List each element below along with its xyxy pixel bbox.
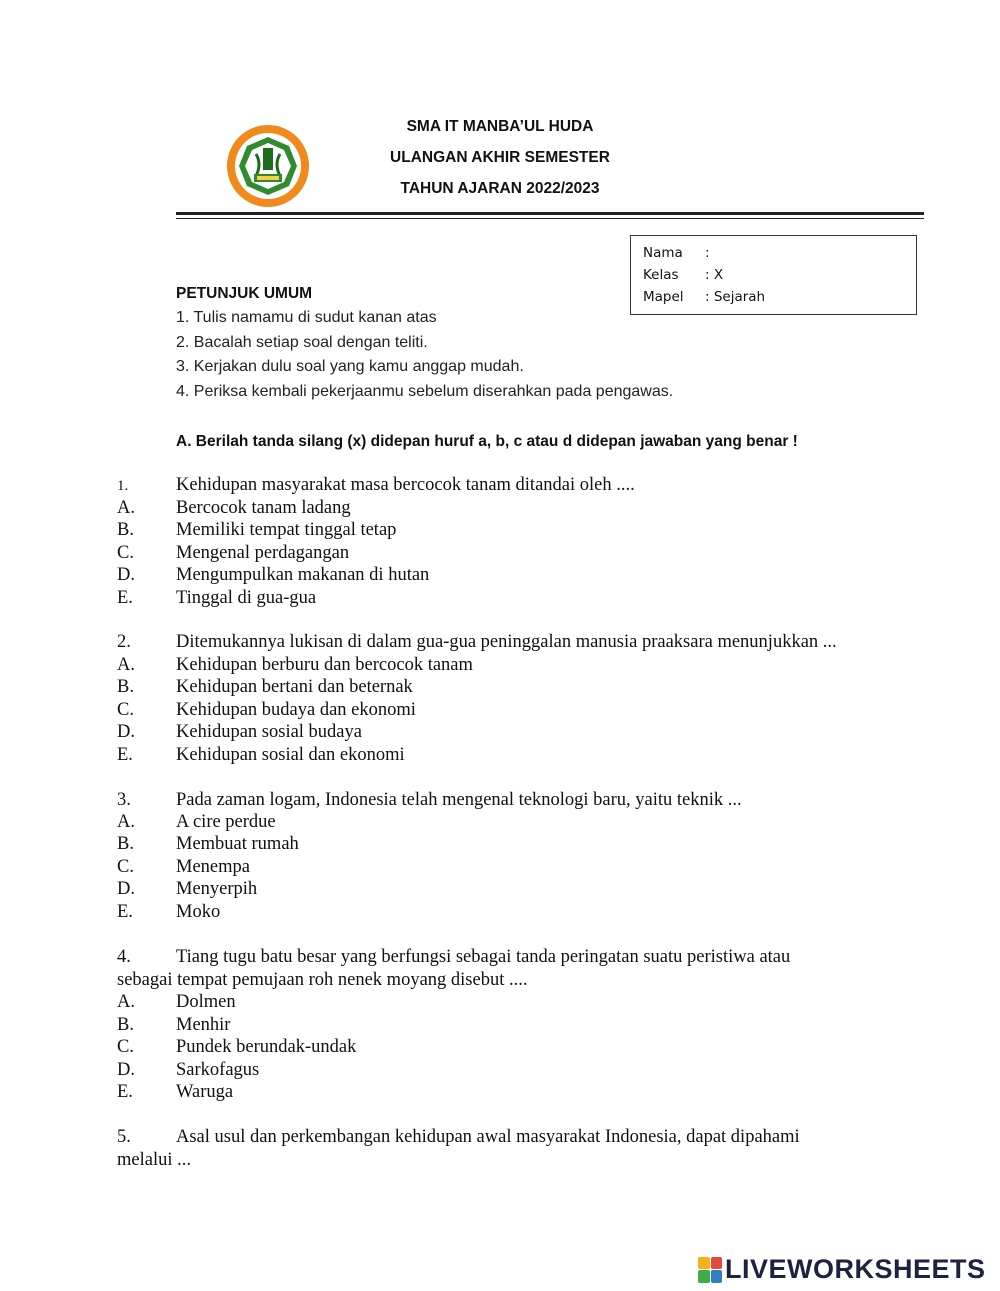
option-item[interactable] bbox=[117, 1081, 233, 1104]
option-letter: D. bbox=[117, 879, 135, 899]
option-text: Sarkofagus bbox=[176, 1060, 260, 1080]
option-item[interactable] bbox=[117, 497, 351, 520]
option-letter: C. bbox=[117, 857, 134, 877]
option-item[interactable] bbox=[117, 542, 349, 565]
option-item[interactable] bbox=[117, 878, 257, 901]
question-number: 4. bbox=[117, 947, 131, 967]
info-row-mapel bbox=[643, 286, 904, 308]
instruction-item: 1. Tulis namamu di sudut kanan atas bbox=[176, 309, 437, 326]
brand-name: LIVEWORKSHEETS bbox=[725, 1254, 986, 1284]
option-item[interactable] bbox=[117, 833, 299, 856]
option-text: Kehidupan berburu dan bercocok tanam bbox=[176, 655, 473, 675]
school-name: SMA IT MANBA’UL HUDA bbox=[406, 118, 594, 135]
option-letter: E. bbox=[117, 1082, 133, 1102]
option-text: Mengenal perdagangan bbox=[176, 543, 350, 563]
question-5 bbox=[117, 1126, 917, 1171]
option-item[interactable] bbox=[117, 564, 429, 587]
question-text: Tiang tugu batu besar yang berfungsi sebagai tanda peringatan suatu peristiwa atau bbox=[176, 947, 791, 967]
option-letter: C. bbox=[117, 1037, 134, 1057]
question-1 bbox=[117, 474, 917, 498]
option-letter: D. bbox=[117, 1060, 135, 1080]
info-label: Kelas bbox=[643, 267, 679, 283]
option-item[interactable] bbox=[117, 676, 413, 699]
option-letter: B. bbox=[117, 677, 134, 697]
question-3 bbox=[117, 789, 917, 812]
option-letter: E. bbox=[117, 745, 133, 765]
option-letter: D. bbox=[117, 722, 135, 742]
option-item[interactable] bbox=[117, 587, 316, 610]
option-item[interactable] bbox=[117, 856, 250, 879]
option-text: Memiliki tempat tinggal tetap bbox=[176, 520, 397, 540]
question-text: Ditemukannya lukisan di dalam gua-gua peninggalan manusia praaksara menunjukkan ... bbox=[176, 632, 837, 652]
option-letter: A. bbox=[117, 655, 135, 675]
option-letter: D. bbox=[117, 565, 135, 585]
liveworksheets-logo[interactable] bbox=[698, 1254, 986, 1285]
exam-title: ULANGAN AKHIR SEMESTER bbox=[390, 149, 610, 166]
option-item[interactable] bbox=[117, 699, 416, 722]
question-number: 1. bbox=[117, 478, 129, 494]
option-letter: A. bbox=[117, 498, 135, 518]
option-letter: B. bbox=[117, 834, 134, 854]
question-text-continued: sebagai tempat pemujaan roh nenek moyang disebut .... bbox=[117, 969, 528, 990]
option-text: Waruga bbox=[176, 1082, 234, 1102]
instruction-item: 2. Bacalah setiap soal dengan teliti. bbox=[176, 334, 428, 351]
option-item[interactable] bbox=[117, 1014, 230, 1037]
info-value: : bbox=[705, 245, 710, 261]
option-item[interactable] bbox=[117, 1036, 356, 1059]
option-text: Menhir bbox=[176, 1015, 231, 1035]
option-text: Kehidupan sosial budaya bbox=[176, 722, 362, 742]
option-letter: A. bbox=[117, 992, 135, 1012]
instruction-item: 3. Kerjakan dulu soal yang kamu anggap mudah. bbox=[176, 358, 524, 375]
option-text: Tinggal di gua-gua bbox=[176, 588, 317, 608]
header-divider-thick bbox=[176, 212, 924, 215]
student-info-box bbox=[630, 235, 917, 315]
option-letter: C. bbox=[117, 700, 134, 720]
info-label: Nama bbox=[643, 245, 683, 261]
question-text: Kehidupan masyarakat masa bercocok tanam ditandai oleh .... bbox=[176, 475, 635, 495]
option-item[interactable] bbox=[117, 991, 236, 1014]
option-letter: C. bbox=[117, 543, 134, 563]
option-letter: E. bbox=[117, 902, 133, 922]
option-item[interactable] bbox=[117, 901, 220, 924]
info-value: : X bbox=[705, 267, 724, 283]
option-item[interactable] bbox=[117, 744, 405, 767]
option-item[interactable] bbox=[117, 721, 362, 744]
academic-year: TAHUN AJARAN 2022/2023 bbox=[400, 180, 600, 197]
question-2 bbox=[117, 631, 917, 654]
info-row-kelas bbox=[643, 264, 904, 286]
option-letter: B. bbox=[117, 1015, 134, 1035]
question-number: 5. bbox=[117, 1127, 131, 1147]
option-letter: E. bbox=[117, 588, 133, 608]
option-item[interactable] bbox=[117, 519, 396, 542]
option-letter: B. bbox=[117, 520, 134, 540]
option-item[interactable] bbox=[117, 1059, 259, 1082]
option-text: Dolmen bbox=[176, 992, 236, 1012]
option-text: Kehidupan bertani dan beternak bbox=[176, 677, 413, 697]
option-item[interactable] bbox=[117, 811, 276, 834]
info-label: Mapel bbox=[643, 289, 684, 305]
option-text: Bercocok tanam ladang bbox=[176, 498, 351, 518]
liveworksheets-icon bbox=[698, 1257, 722, 1283]
question-text-continued: melalui ... bbox=[117, 1149, 191, 1170]
option-letter: A. bbox=[117, 812, 135, 832]
question-text: Pada zaman logam, Indonesia telah mengenal teknologi baru, yaitu teknik ... bbox=[176, 790, 742, 810]
option-text: Moko bbox=[176, 902, 221, 922]
option-text: Kehidupan budaya dan ekonomi bbox=[176, 700, 416, 720]
question-4 bbox=[117, 946, 917, 991]
instruction-item: 4. Periksa kembali pekerjaanmu sebelum diserahkan pada pengawas. bbox=[176, 383, 674, 400]
question-text: Asal usul dan perkembangan kehidupan awal masyarakat Indonesia, dapat dipahami bbox=[176, 1127, 800, 1147]
option-text: Menyerpih bbox=[176, 879, 258, 899]
question-number: 3. bbox=[117, 790, 131, 810]
info-value: : Sejarah bbox=[705, 289, 766, 305]
option-text: A cire perdue bbox=[176, 812, 276, 832]
header-divider-thin bbox=[176, 218, 924, 219]
option-text: Pundek berundak-undak bbox=[176, 1037, 357, 1057]
question-number: 2. bbox=[117, 632, 131, 652]
option-text: Membuat rumah bbox=[176, 834, 299, 854]
option-item[interactable] bbox=[117, 654, 473, 677]
option-text: Mengumpulkan makanan di hutan bbox=[176, 565, 430, 585]
option-text: Menempa bbox=[176, 857, 250, 877]
option-text: Kehidupan sosial dan ekonomi bbox=[176, 745, 405, 765]
section-a-heading: A. Berilah tanda silang (x) didepan huruf a, b, c atau d didepan jawaban yang benar ! bbox=[176, 433, 798, 450]
instructions-title: PETUNJUK UMUM bbox=[176, 285, 313, 302]
info-row-nama bbox=[643, 242, 904, 264]
